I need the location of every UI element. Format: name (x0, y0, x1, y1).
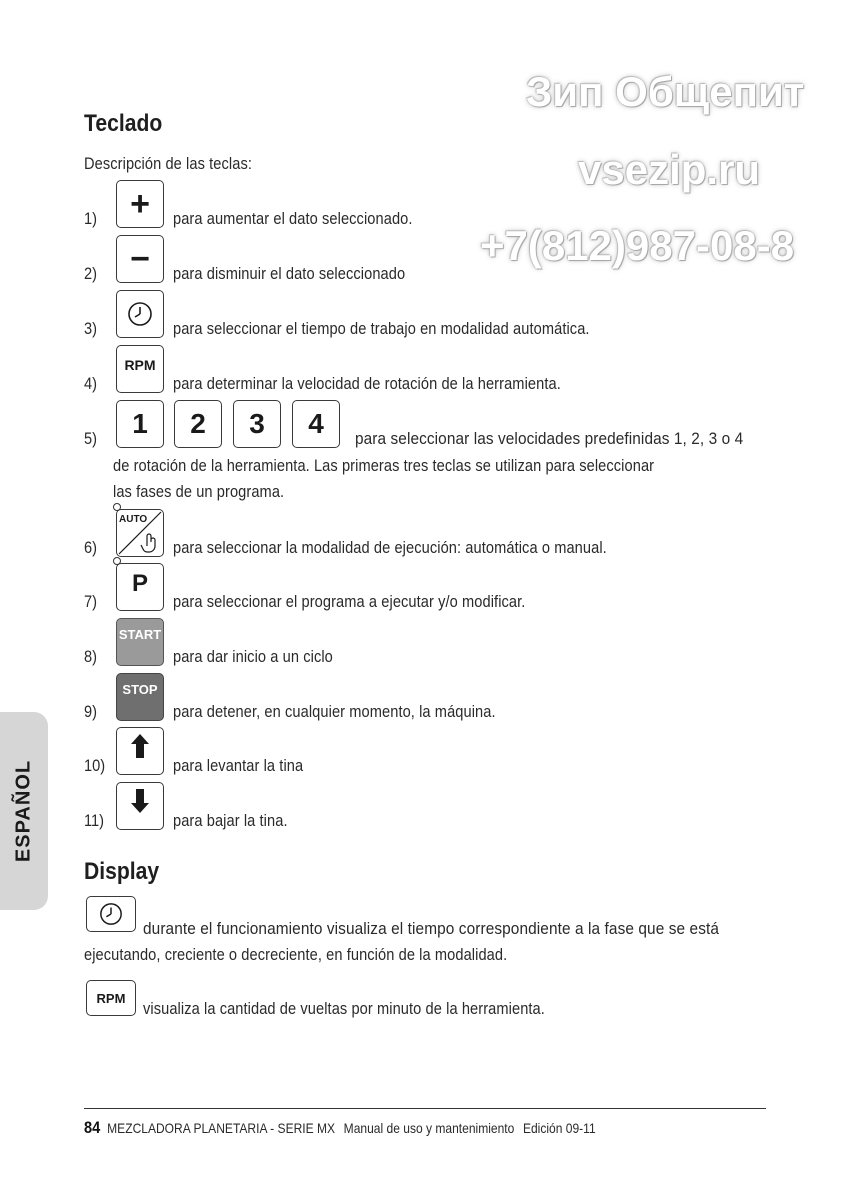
item-number: 1) (84, 209, 98, 228)
lower-bowl-key[interactable] (116, 782, 164, 830)
language-side-tab (0, 712, 48, 910)
clock-icon (99, 902, 123, 926)
plus-icon: + (130, 184, 150, 223)
speed-4-key[interactable] (292, 400, 340, 448)
arrow-down-icon (128, 787, 152, 815)
rpm-display-label: RPM (96, 990, 126, 1006)
timer-display (86, 896, 136, 932)
footer-rule (84, 1108, 766, 1109)
rpm-display (86, 980, 136, 1016)
item-text: para determinar la velocidad de rotación de la herramienta. (173, 374, 561, 393)
item-number: 3) (84, 319, 98, 338)
plus-key[interactable] (116, 180, 164, 228)
item-number: 5) (84, 429, 98, 448)
digit-2-label: 2 (190, 408, 206, 439)
footer (84, 1118, 604, 1138)
page-number: 84 (84, 1118, 101, 1137)
item-number: 10) (84, 756, 106, 775)
item-number: 4) (84, 374, 98, 393)
minus-key[interactable] (116, 235, 164, 283)
start-label: START (118, 627, 162, 642)
item-text: para bajar la tina. (173, 811, 288, 830)
raise-bowl-key[interactable] (116, 727, 164, 775)
item-number: 8) (84, 647, 98, 666)
item-number: 2) (84, 264, 98, 283)
keyboard-heading: Teclado (84, 110, 163, 137)
item-number: 6) (84, 538, 98, 557)
speed-2-key[interactable] (174, 400, 222, 448)
program-key[interactable] (116, 563, 164, 611)
item-text: para seleccionar el programa a ejecutar y/o modificar. (173, 592, 526, 611)
item-text: para seleccionar el tiempo de trabajo en modalidad automática. (173, 319, 590, 338)
start-key[interactable] (116, 618, 164, 666)
footer-manual: Manual de uso y mantenimiento (343, 1120, 515, 1136)
item-text: para aumentar el dato seleccionado. (173, 209, 413, 228)
display-heading: Display (84, 858, 160, 885)
auto-manual-key[interactable] (116, 509, 164, 557)
speed-1-key[interactable] (116, 400, 164, 448)
keyboard-intro: Descripción de las teclas: (84, 154, 253, 173)
minus-icon: − (130, 239, 150, 278)
footer-edition: Edición 09-11 (522, 1120, 596, 1136)
digit-1-label: 1 (132, 408, 148, 439)
arrow-up-icon (128, 732, 152, 760)
item-text-continued: las fases de un programa. (113, 482, 285, 501)
item-number: 7) (84, 592, 98, 611)
item-text-continued: de rotación de la herramienta. Las primeras tres teclas se utilizan para seleccionar (113, 456, 655, 475)
footer-product: MEZCLADORA PLANETARIA - SERIE MX (107, 1120, 336, 1136)
stop-label: STOP (122, 682, 158, 697)
speed-3-key[interactable] (233, 400, 281, 448)
program-label: P (131, 570, 148, 597)
display-timer-text: durante el funcionamiento visualiza el tiempo correspondiente a la fase que se está (143, 919, 720, 938)
watermark-line-2: vsezip.ru (578, 146, 761, 193)
watermark-line-3: +7(812)987-08-8 (480, 222, 795, 269)
digit-4-label: 4 (308, 408, 324, 439)
clock-icon (127, 301, 153, 327)
digit-3-label: 3 (249, 408, 265, 439)
item-text: para dar inicio a un ciclo (173, 647, 333, 666)
item-text: para disminuir el dato seleccionado (173, 264, 406, 283)
auto-label: AUTO (119, 514, 148, 525)
rpm-key[interactable] (116, 345, 164, 393)
timer-key[interactable] (116, 290, 164, 338)
item-text: para seleccionar la modalidad de ejecución: automática o manual. (173, 538, 607, 557)
item-text: para seleccionar las velocidades predefinidas 1, 2, 3 o 4 (355, 429, 744, 448)
item-number: 11) (84, 811, 105, 830)
display-timer-text-continued: ejecutando, creciente o decreciente, en función de la modalidad. (84, 945, 508, 964)
indicator-led (113, 557, 121, 565)
rpm-label: RPM (124, 357, 156, 373)
stop-key[interactable] (116, 673, 164, 721)
display-rpm-text: visualiza la cantidad de vueltas por minuto de la herramienta. (143, 999, 545, 1018)
item-number: 9) (84, 702, 98, 721)
item-text: para levantar la tina (173, 756, 304, 775)
language-label: ESPAÑOL (12, 759, 35, 863)
watermark-line-1: Зип Общепит (526, 68, 805, 115)
item-text: para detener, en cualquier momento, la máquina. (173, 702, 496, 721)
